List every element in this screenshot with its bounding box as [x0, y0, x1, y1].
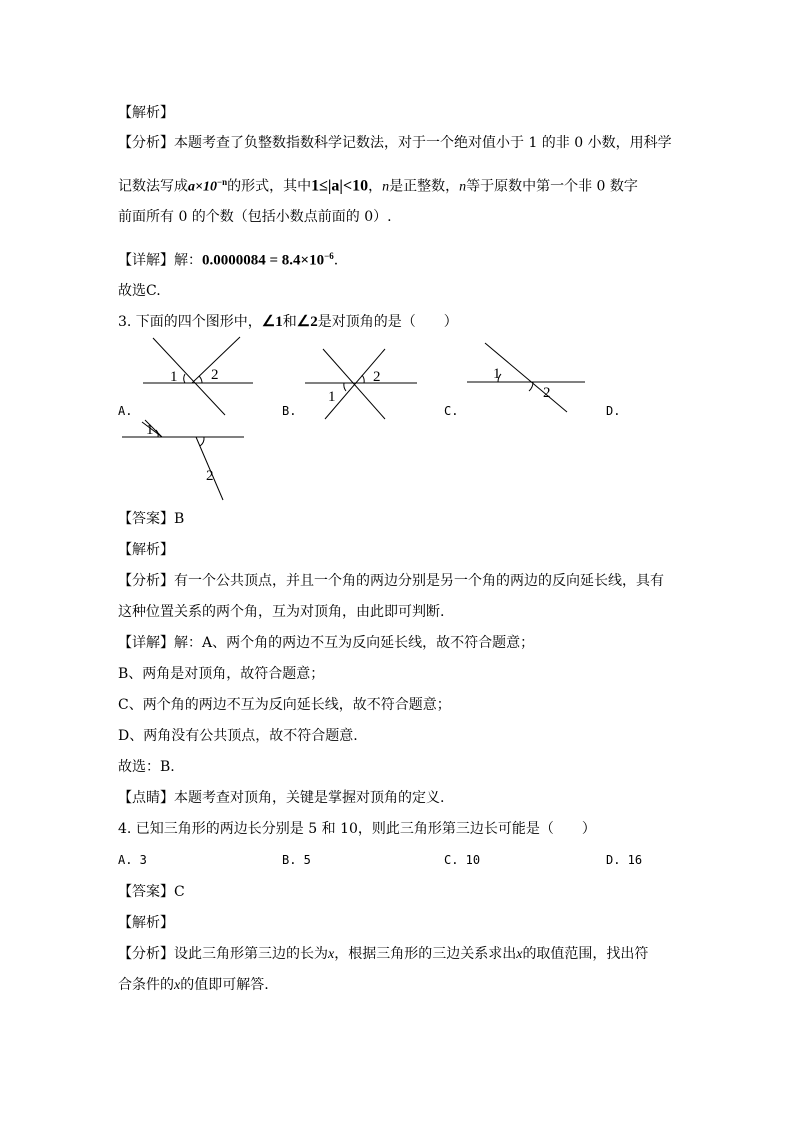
q3-stem: 3. 下面的四个图形中，∠1和∠2是对顶角的是（ ） — [118, 314, 458, 330]
fig-b-label-2: 2 — [373, 369, 381, 385]
jiexi-heading: 【解析】 — [118, 105, 174, 121]
figure-d-upper-ray — [140, 418, 170, 440]
fig-d-label-1: 1 — [146, 422, 154, 438]
q3-detail-3: C、两个角的两边不互为反向延长线，故不符合题意； — [118, 697, 451, 713]
q3-option-c: C. — [444, 404, 459, 418]
q2-analysis-line3: 前面所有 0 的个数（包括小数点前面的 0）. — [118, 209, 392, 225]
q4-option-c: C. 10 — [444, 853, 481, 867]
q3-analysis-line2: 这种位置关系的两个角，互为对顶角，由此即可判断. — [118, 604, 445, 620]
q3-detail-1: 【详解】解：A、两个角的两边不互为反向延长线，故不符合题意； — [118, 635, 535, 651]
fig-b-label-1: 1 — [328, 389, 336, 405]
q2-analysis-line2: 记数法写成$a\times 10^{-n}$的形式，其中1≤|a|<10，n是正整数，n等于原数中第一个非 0 数字 — [118, 177, 638, 195]
q3-option-a: A. — [118, 404, 133, 418]
q3-jiexi: 【解析】 — [118, 542, 174, 558]
q4-analysis-line2: 合条件的x的值即可解答. — [118, 977, 269, 993]
fig-a-label-2: 2 — [211, 367, 219, 383]
q3-point: 【点睛】本题考查对顶角，关键是掌握对顶角的定义. — [118, 790, 445, 806]
q2-detail: 【详解】解：$0.0000084 = 8.4\times 10^{-6}$. — [118, 251, 339, 269]
q4-option-d: D. 16 — [606, 853, 643, 867]
fig-d-label-2: 2 — [206, 468, 214, 484]
q3-detail-2: B、两角是对顶角，故符合题意； — [118, 666, 325, 682]
figure-c — [465, 340, 590, 415]
q2-choose: 故选C. — [118, 283, 161, 299]
figure-b — [303, 345, 423, 425]
fig-c-label-1: 1 — [493, 366, 501, 382]
q3-answer: 【答案】B — [118, 511, 185, 527]
q4-option-a: A. 3 — [118, 853, 147, 867]
q4-analysis-line1: 【分析】设此三角形第三边的长为x，根据三角形的三边关系求出x的取值范围，找出符 — [118, 946, 649, 962]
q4-option-b: B. 5 — [282, 853, 311, 867]
q4-stem: 4. 已知三角形的两边长分别是 5 和 10，则此三角形第三边长可能是（ ） — [118, 821, 596, 837]
q2-analysis-line1: 【分析】本题考查了负整数指数科学记数法，对于一个绝对值小于 1 的非 0 小数，用科学 — [118, 135, 672, 151]
fig-a-label-1: 1 — [170, 369, 178, 385]
fig-c-label-2: 2 — [543, 385, 551, 401]
q3-choose: 故选：B. — [118, 759, 175, 775]
q4-answer: 【答案】C — [118, 884, 185, 900]
q3-option-b: B. — [282, 404, 297, 418]
q4-jiexi: 【解析】 — [118, 915, 174, 931]
q3-analysis-line1: 【分析】有一个公共顶点，并且一个角的两边分别是另一个角的两边的反向延长线，具有 — [118, 573, 664, 589]
figure-a — [140, 335, 260, 420]
q3-option-d: D. — [606, 404, 621, 418]
q3-detail-4: D、两角没有公共顶点，故不符合题意. — [118, 728, 358, 744]
